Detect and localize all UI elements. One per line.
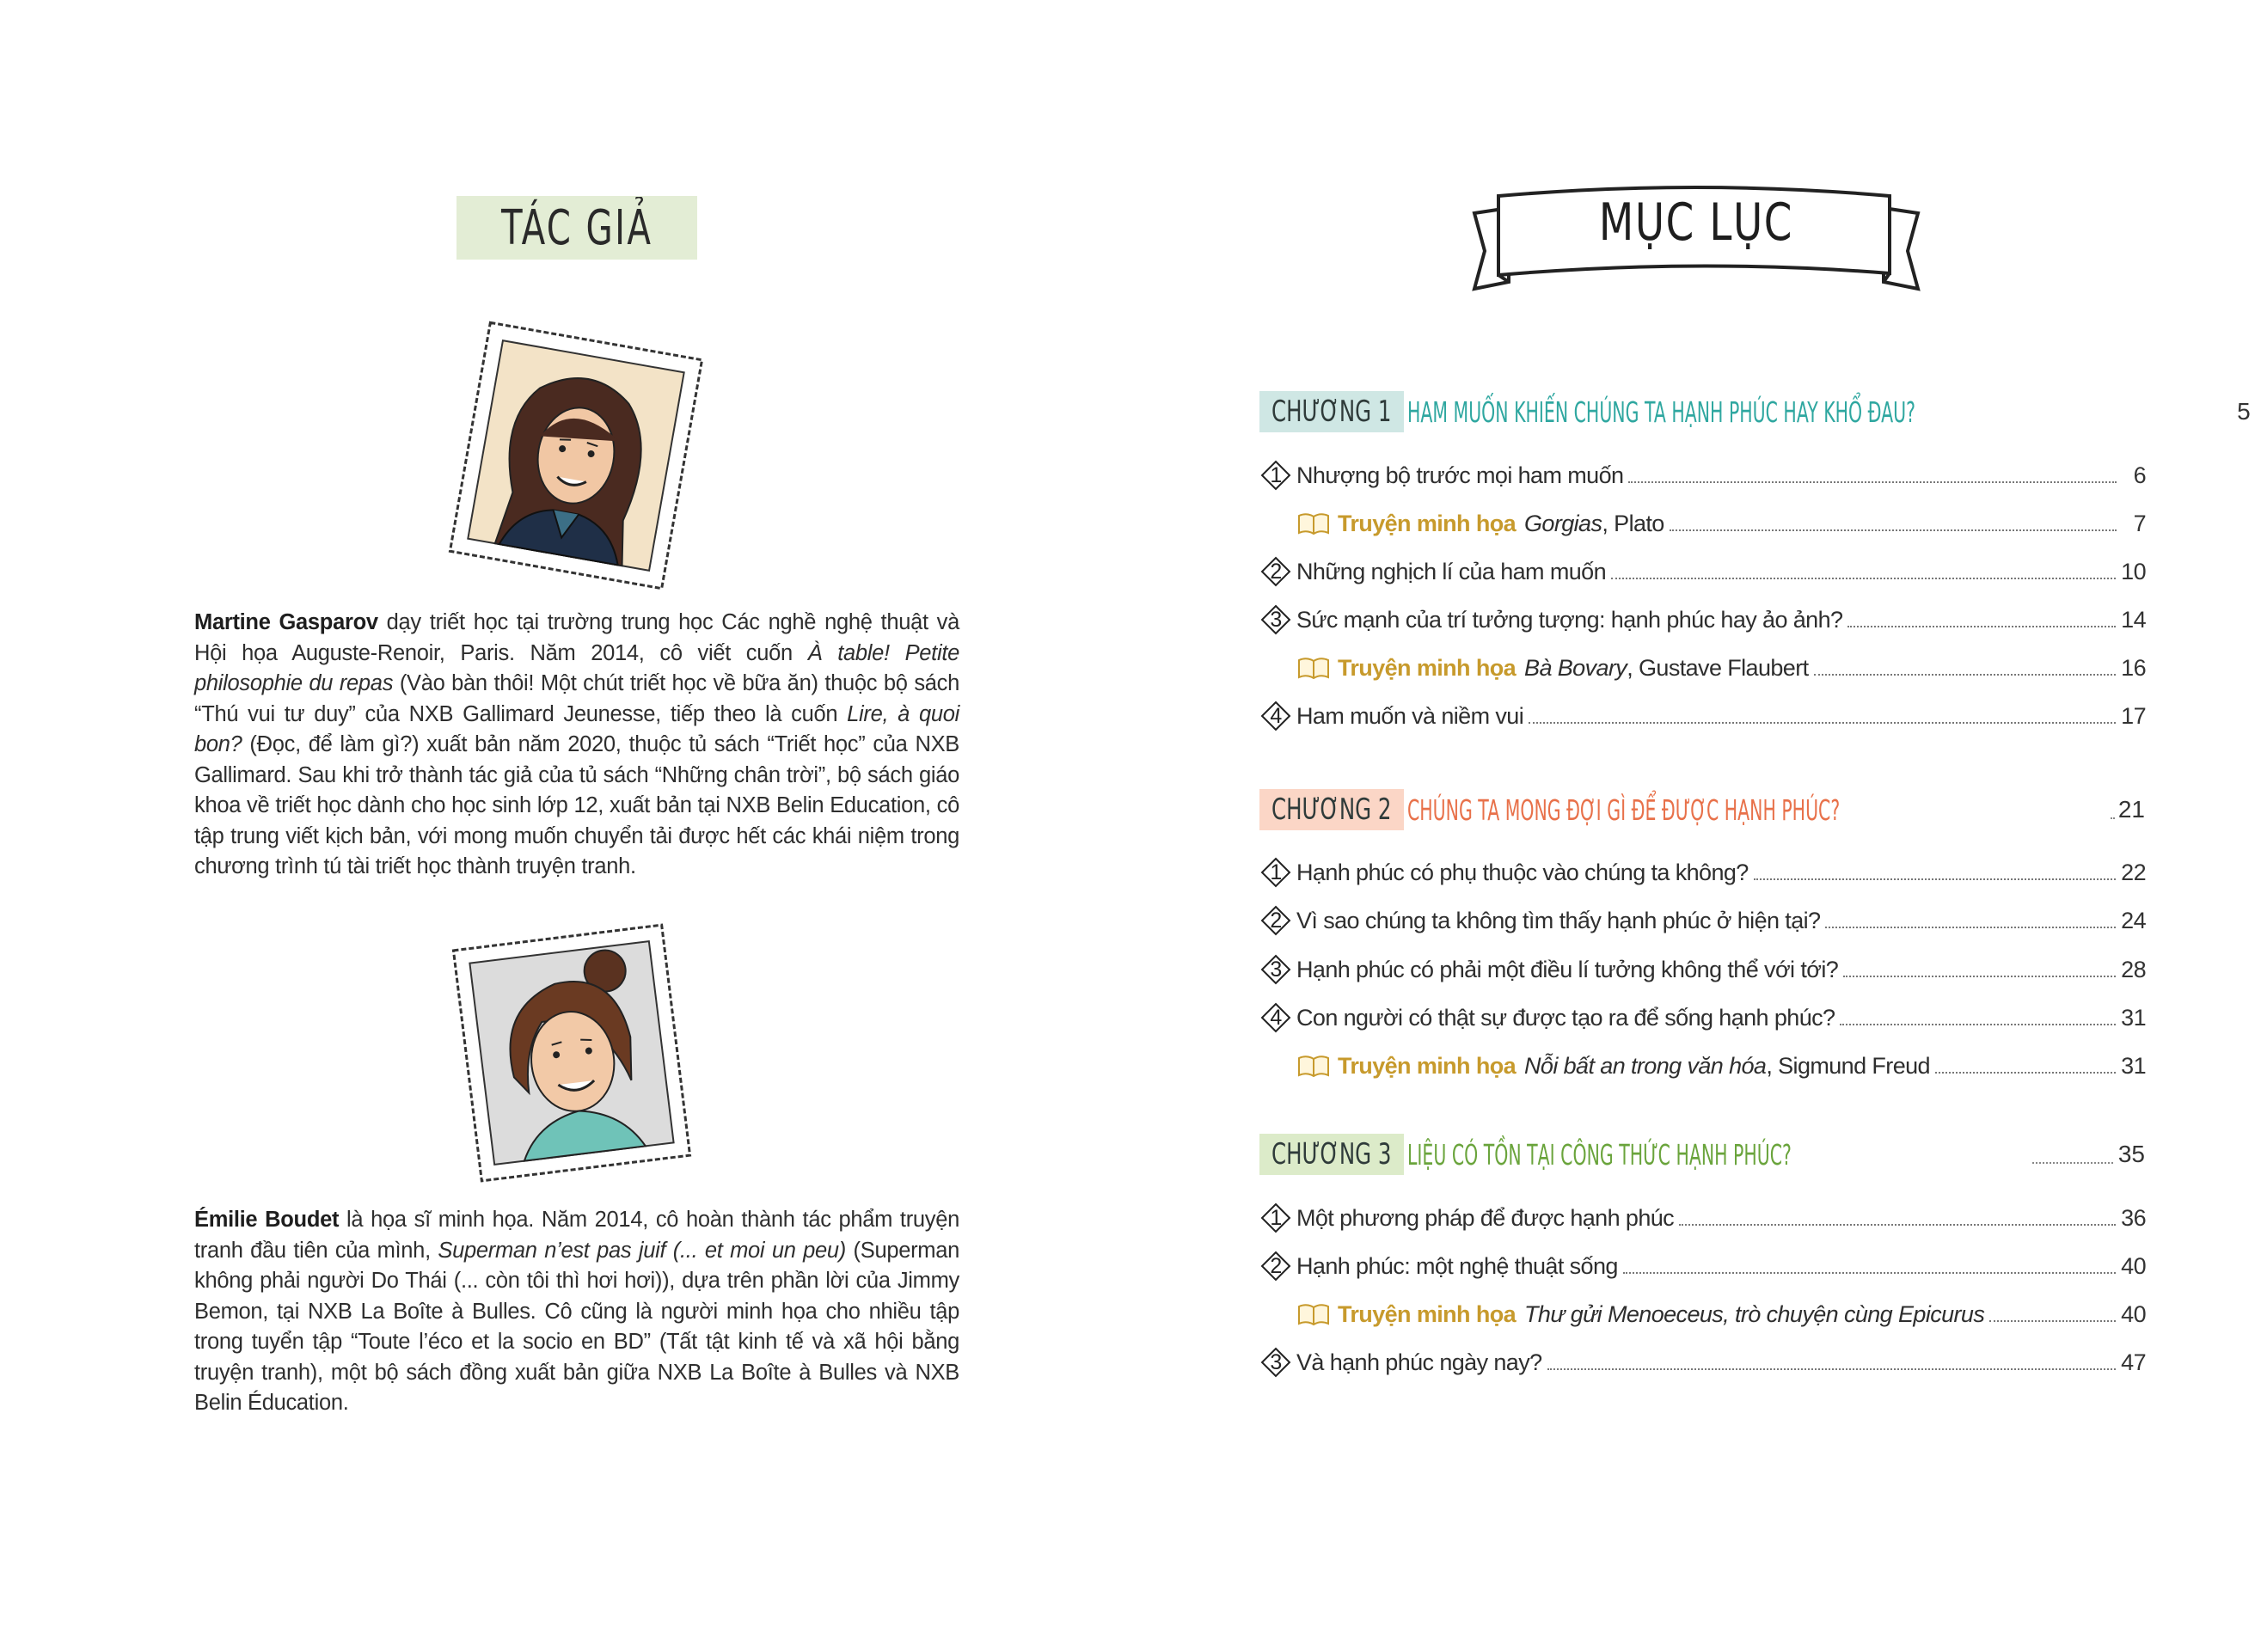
story-title: Thư gửi Menoeceus, trò chuyện cùng Epicurus	[1524, 1300, 1985, 1327]
portrait-emilie-boudet	[443, 915, 701, 1190]
section-title: Và hạnh phúc ngày nay?	[1296, 1349, 1542, 1375]
author2-name: Émilie Boudet	[194, 1208, 340, 1232]
story-label: Truyện minh họa	[1338, 1052, 1517, 1079]
toc-story-entry[interactable]	[1296, 651, 2146, 685]
toc-story-entry[interactable]	[1296, 1297, 2146, 1331]
toc-section-entry[interactable]	[1260, 603, 2146, 637]
toc-section-entry[interactable]	[1260, 554, 2146, 589]
page-number: 10	[2121, 558, 2146, 584]
toc-section-entry[interactable]	[1260, 458, 2146, 493]
toc-story-entry[interactable]	[1296, 506, 2146, 541]
dot-leader	[1628, 481, 2117, 483]
author2-bio-text: (Superman không phải người Do Thái (... còn tôi thì hơi hơi)), dựa trên phần lời của Jimmy Bemon, tại NXB La Boîte à Bulles. Cô cũng là người minh họa cho nhiều tập trong tuyển tập “Toute l’éco et la socio en BD” (Tất tật kinh tế và xã hội bằng truyện tranh), một bộ sách đồng xuất bản giữa NXB La Boîte à Bulles và NXB Belin Éducation.	[194, 1238, 959, 1415]
open-book-icon	[1296, 511, 1331, 536]
dot-leader	[1989, 1320, 2116, 1322]
chapter-tag: CHƯƠNG 3	[1259, 1134, 1404, 1175]
author1-bio-text: (Vào bàn thôi! Một chút triết học về bữa ăn) thuộc bộ sách “Thú vui tư duy” của NXB Gallimard Jeunesse, tiếp theo là cuốn	[194, 671, 959, 726]
chapter-tag: CHƯƠNG 1	[1259, 391, 1404, 432]
toc-section-entry[interactable]	[1260, 1249, 2146, 1283]
diamond-number-icon: 4	[1260, 1002, 1291, 1033]
author1-bio-text: dạy triết học tại trường trung học Các nghề nghệ thuật và Hội họa Auguste-Renoir, Paris. Năm 2014, cô viết cuốn	[194, 610, 960, 665]
story-label: Truyện minh họa	[1338, 1300, 1517, 1327]
page-number: 40	[2121, 1252, 2146, 1279]
diamond-number-icon: 3	[1260, 954, 1291, 985]
open-book-icon	[1296, 655, 1331, 681]
dot-leader	[1814, 674, 2117, 676]
toc-heading-text: MỤC LỤC	[1598, 193, 1794, 253]
diamond-number-icon: 1	[1260, 857, 1291, 888]
diamond-number-icon: 2	[1260, 1251, 1291, 1282]
diamond-number-icon: 3	[1260, 604, 1291, 635]
section-title: Sức mạnh của trí tưởng tượng: hạnh phúc hay ảo ảnh?	[1296, 606, 1843, 633]
story-author: , Plato	[1602, 510, 1664, 536]
diamond-number-icon: 1	[1260, 460, 1291, 491]
chapter-heading[interactable]	[1259, 789, 2145, 830]
open-book-icon	[1296, 1053, 1331, 1079]
author-heading-text: TÁC GIẢ	[500, 199, 653, 256]
toc-section-entry[interactable]	[1260, 1345, 2146, 1380]
dot-leader	[1547, 1368, 2117, 1370]
diamond-number-icon: 3	[1260, 1347, 1291, 1378]
toc-section-entry[interactable]	[1260, 903, 2146, 938]
chapter-page-number: 21	[2117, 796, 2145, 823]
dot-leader	[1935, 1072, 2116, 1074]
dot-leader	[1529, 722, 2116, 724]
chapter-title: LIỆU CÓ TỒN TẠI CÔNG THỨC HẠNH PHÚC?	[1407, 1137, 1792, 1172]
toc-section-entry[interactable]	[1260, 699, 2146, 733]
toc-section-entry[interactable]	[1260, 855, 2146, 890]
author1-bio-text: (Đọc, để làm gì?) xuất bản năm 2020, thuộc tủ sách “Triết học” của NXB Gallimard. Sau khi trở thành tác giả của tủ sách “Những chân trời”, bộ sách giáo khoa về triết học dành cho học sinh lớp 12, xuất bản tại NXB Belin Education, cô tập trung viết kịch bản, với mong muốn chuyển tải được hết các khái niệm trong chương trình tú tài triết học thành truyện tranh.	[194, 732, 959, 878]
page-number: 17	[2121, 702, 2146, 729]
page-number: 14	[2121, 606, 2146, 633]
chapter-tag: CHƯƠNG 2	[1259, 789, 1404, 830]
section-title: Con người có thật sự được tạo ra để sống hạnh phúc?	[1296, 1004, 1835, 1031]
section-title: Một phương pháp để được hạnh phúc	[1296, 1204, 1675, 1231]
chapter-page-number: 5	[2237, 398, 2251, 425]
dot-leader	[1825, 927, 2116, 928]
page-number: 16	[2121, 654, 2146, 681]
section-title: Hạnh phúc: một nghệ thuật sống	[1296, 1252, 1618, 1279]
page-number: 31	[2121, 1052, 2146, 1079]
author1-name: Martine Gasparov	[194, 610, 378, 634]
author-heading	[456, 196, 697, 260]
page-number: 6	[2133, 462, 2146, 488]
toc-heading	[1455, 184, 1937, 261]
chapter-title: CHÚNG TA MONG ĐỢI GÌ ĐỂ ĐƯỢC HẠNH PHÚC?	[1407, 792, 1841, 827]
toc-section-entry[interactable]	[1260, 1000, 2146, 1035]
bio-emilie-boudet	[194, 1205, 959, 1419]
author1-book-title: À table! Petite philosophie du repas	[194, 640, 959, 695]
dot-leader	[1679, 1224, 2116, 1226]
diamond-number-icon: 2	[1260, 905, 1291, 936]
section-title: Những nghịch lí của ham muốn	[1296, 558, 1606, 584]
page-number: 7	[2133, 510, 2146, 536]
story-label: Truyện minh họa	[1338, 510, 1517, 536]
bio-martine-gasparov	[194, 608, 959, 883]
dot-leader	[1840, 1024, 2116, 1025]
page-number: 22	[2121, 859, 2146, 885]
dot-leader	[1623, 1272, 2116, 1274]
chapter-heading[interactable]	[1259, 1134, 2145, 1175]
chapter-heading[interactable]	[1259, 391, 2251, 432]
diamond-number-icon: 1	[1260, 1202, 1291, 1233]
toc-section-entry[interactable]	[1260, 952, 2146, 987]
dot-leader	[2111, 817, 2113, 819]
toc-section-entry[interactable]	[1260, 1201, 2146, 1235]
story-title: Gorgias	[1524, 510, 1602, 536]
page-number: 28	[2121, 956, 2146, 982]
dot-leader	[1847, 626, 2116, 627]
section-title: Hạnh phúc có phụ thuộc vào chúng ta không?	[1296, 859, 1749, 885]
page-number: 24	[2121, 907, 2146, 933]
toc-story-entry[interactable]	[1296, 1049, 2146, 1083]
dot-leader	[1670, 529, 2117, 531]
author1-book-title: Lire, à quoi bon?	[194, 701, 959, 756]
author2-bio-text: là họa sĩ minh họa. Năm 2014, cô hoàn thành tác phẩm truyện tranh đầu tiên của mình,	[194, 1208, 960, 1263]
section-title: Ham muốn và niềm vui	[1296, 702, 1524, 729]
portrait-martine-gasparov	[434, 314, 718, 597]
section-title: Vì sao chúng ta không tìm thấy hạnh phúc ở hiện tại?	[1296, 907, 1821, 933]
dot-leader	[2032, 1162, 2113, 1164]
chapter-page-number: 35	[2117, 1141, 2145, 1167]
chapter-title: HAM MUỐN KHIẾN CHÚNG TA HẠNH PHÚC HAY KHỔ ĐAU?	[1407, 395, 1915, 429]
page-number: 36	[2121, 1204, 2146, 1231]
story-author: , Gustave Flaubert	[1627, 654, 1809, 681]
page-number: 47	[2121, 1349, 2146, 1375]
dot-leader	[1611, 578, 2116, 579]
story-label: Truyện minh họa	[1338, 654, 1517, 681]
diamond-number-icon: 4	[1260, 701, 1291, 731]
section-title: Nhượng bộ trước mọi ham muốn	[1296, 462, 1624, 488]
story-title: Nỗi bất an trong văn hóa	[1524, 1052, 1767, 1079]
open-book-icon	[1296, 1301, 1331, 1327]
dot-leader	[1754, 878, 2116, 880]
story-title: Bà Bovary	[1524, 654, 1627, 681]
dot-leader	[1843, 976, 2116, 977]
story-author: , Sigmund Freud	[1766, 1052, 1930, 1079]
page-number: 31	[2121, 1004, 2146, 1031]
section-title: Hạnh phúc có phải một điều lí tưởng không thể với tới?	[1296, 956, 1839, 982]
page-number: 40	[2121, 1300, 2146, 1327]
diamond-number-icon: 2	[1260, 556, 1291, 587]
author2-book-title: Superman n’est pas juif (... et moi un peu)	[438, 1238, 846, 1263]
